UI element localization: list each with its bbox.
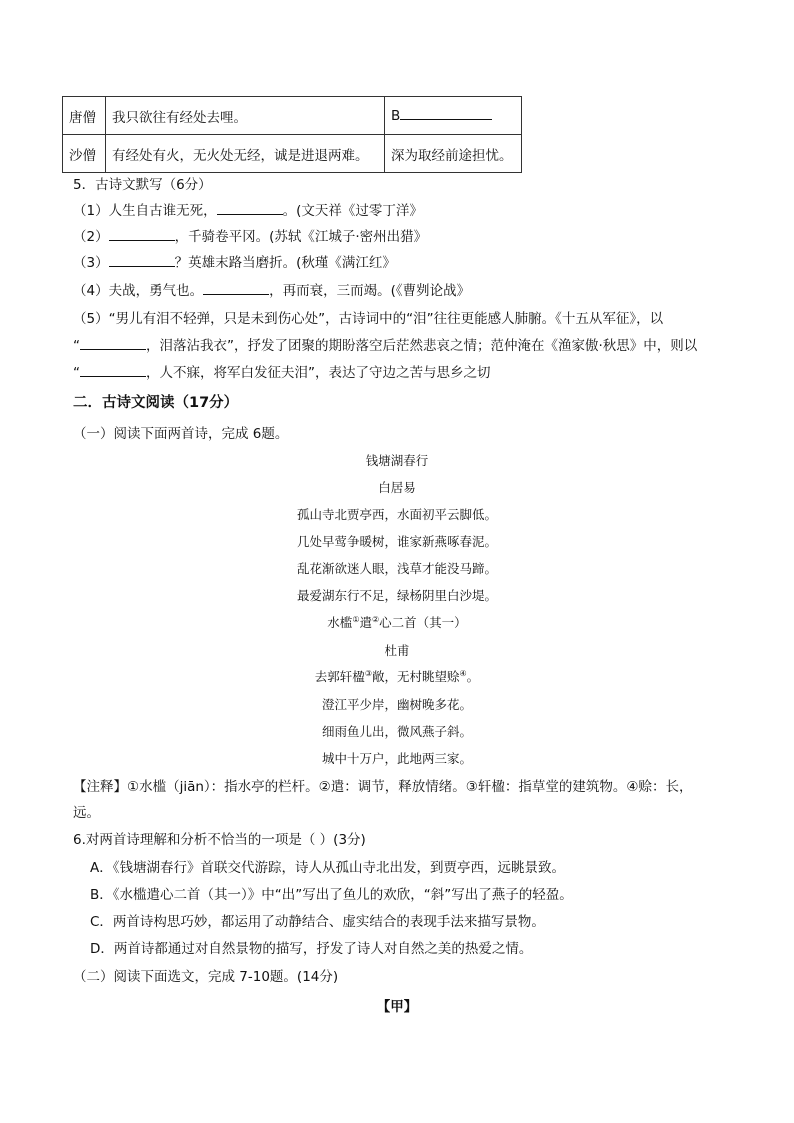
section-2-title: 二．古诗文阅读（17分） xyxy=(73,395,239,411)
fill-blank xyxy=(80,337,146,350)
answer-blank xyxy=(400,107,492,120)
q5-item-5: （5）“男儿有泪不轻弹，只是未到伤心处”，古诗词中的“泪”往往更能感人肺腑。《十五从军征》，以 xyxy=(73,311,664,327)
q6-stem: 6.对两首诗理解和分析不恰当的一项是（ ）(3分) xyxy=(73,832,366,848)
q5-item-5-line3: “ ，人不寐，将军白发征夫泪”，表达了守边之苦与思乡之切 xyxy=(73,365,491,381)
q6-option-b: B．《水槛遣心二首（其一）》中“出”写出了鱼儿的欢欣，“斜”写出了燕子的轻盈。 xyxy=(90,887,573,903)
passage-jia-label: 【甲】 xyxy=(376,999,418,1015)
q5-item-1: （1）人生自古谁无死， 。(文天祥《过零丁洋》 xyxy=(73,203,423,219)
table-cell-quote: 我只欲往有经处去哩。 xyxy=(106,97,385,135)
table-row xyxy=(63,97,522,135)
poem1-author: 白居易 xyxy=(378,480,416,495)
q5-title: 5．古诗文默写（6分） xyxy=(73,177,212,193)
poem2-author: 杜甫 xyxy=(384,643,410,658)
q5-item-4: （4）夫战，勇气也。 ，再而衰，三而竭。(《曹刿论战》 xyxy=(73,283,471,299)
notes-line-2: 远。 xyxy=(73,805,100,821)
fill-blank xyxy=(203,282,269,295)
table-cell-answer: 深为取经前途担忧。 xyxy=(385,135,522,173)
poem2-line: 城中十万户，此地两三家。 xyxy=(321,751,472,766)
notes-line-1: 【注释】①水槛（jiān）：指水亭的栏杆。②遣：调节，释放情绪。③轩楹：指草堂的建筑物。④赊：长， xyxy=(73,779,693,795)
fill-blank xyxy=(217,202,283,215)
table-row xyxy=(63,135,522,173)
q6-option-c: C．两首诗构思巧妙，都运用了动静结合、虚实结合的表现手法来描写景物。 xyxy=(90,914,545,930)
poem1-line: 孤山寺北贾亭西，水面初平云脚低。 xyxy=(296,507,497,522)
fill-blank xyxy=(80,364,146,377)
poem2-title: 水槛①遣②心二首（其一） xyxy=(327,614,467,630)
character-table xyxy=(62,96,522,173)
q5-item-3: （3） ？英雄末路当磨折。(秋瑾《满江红》 xyxy=(73,255,396,271)
q6-option-a: A．《钱塘湖春行》首联交代游踪，诗人从孤山寺北出发，到贾亭西，远眺景致。 xyxy=(90,860,565,876)
poem1-line: 乱花渐欲迷人眼，浅草才能没马蹄。 xyxy=(296,561,497,576)
q5-item-5-line2: “ ，泪落沾我衣”，抒发了团聚的期盼落空后茫然悲哀之情；范仲淹在《渔家傲·秋思》中，则以 xyxy=(73,338,698,354)
table-cell-name: 唐僧 xyxy=(63,97,106,135)
section-2-sub-1: （一）阅读下面两首诗，完成 6题。 xyxy=(73,426,289,442)
poem1-line: 几处早莺争暖树，谁家新燕啄春泥。 xyxy=(296,534,497,549)
poem2-line: 澄江平少岸，幽树晚多花。 xyxy=(321,697,472,712)
fill-blank xyxy=(109,254,175,267)
table-cell-quote: 有经处有火，无火处无经，诚是进退两难。 xyxy=(106,135,385,173)
poem1-line: 最爱湖东行不足，绿杨阴里白沙堤。 xyxy=(296,588,497,603)
fill-blank xyxy=(109,228,175,241)
section-2-sub-2: （二）阅读下面选文，完成 7-10题。(14分) xyxy=(73,969,339,985)
q5-item-2: （2） ，千骑卷平冈。(苏轼《江城子·密州出猎》 xyxy=(73,229,428,245)
table-cell-name: 沙僧 xyxy=(63,135,106,173)
poem2-line: 去郭轩楹③敞，无村眺望赊④。 xyxy=(314,668,480,684)
q6-option-d: D．两首诗都通过对自然景物的描写，抒发了诗人对自然之美的热爱之情。 xyxy=(90,941,533,957)
poem1-title: 钱塘湖春行 xyxy=(365,453,429,468)
table-cell-answer: B xyxy=(385,97,522,135)
poem2-line: 细雨鱼儿出，微风燕子斜。 xyxy=(321,724,472,739)
